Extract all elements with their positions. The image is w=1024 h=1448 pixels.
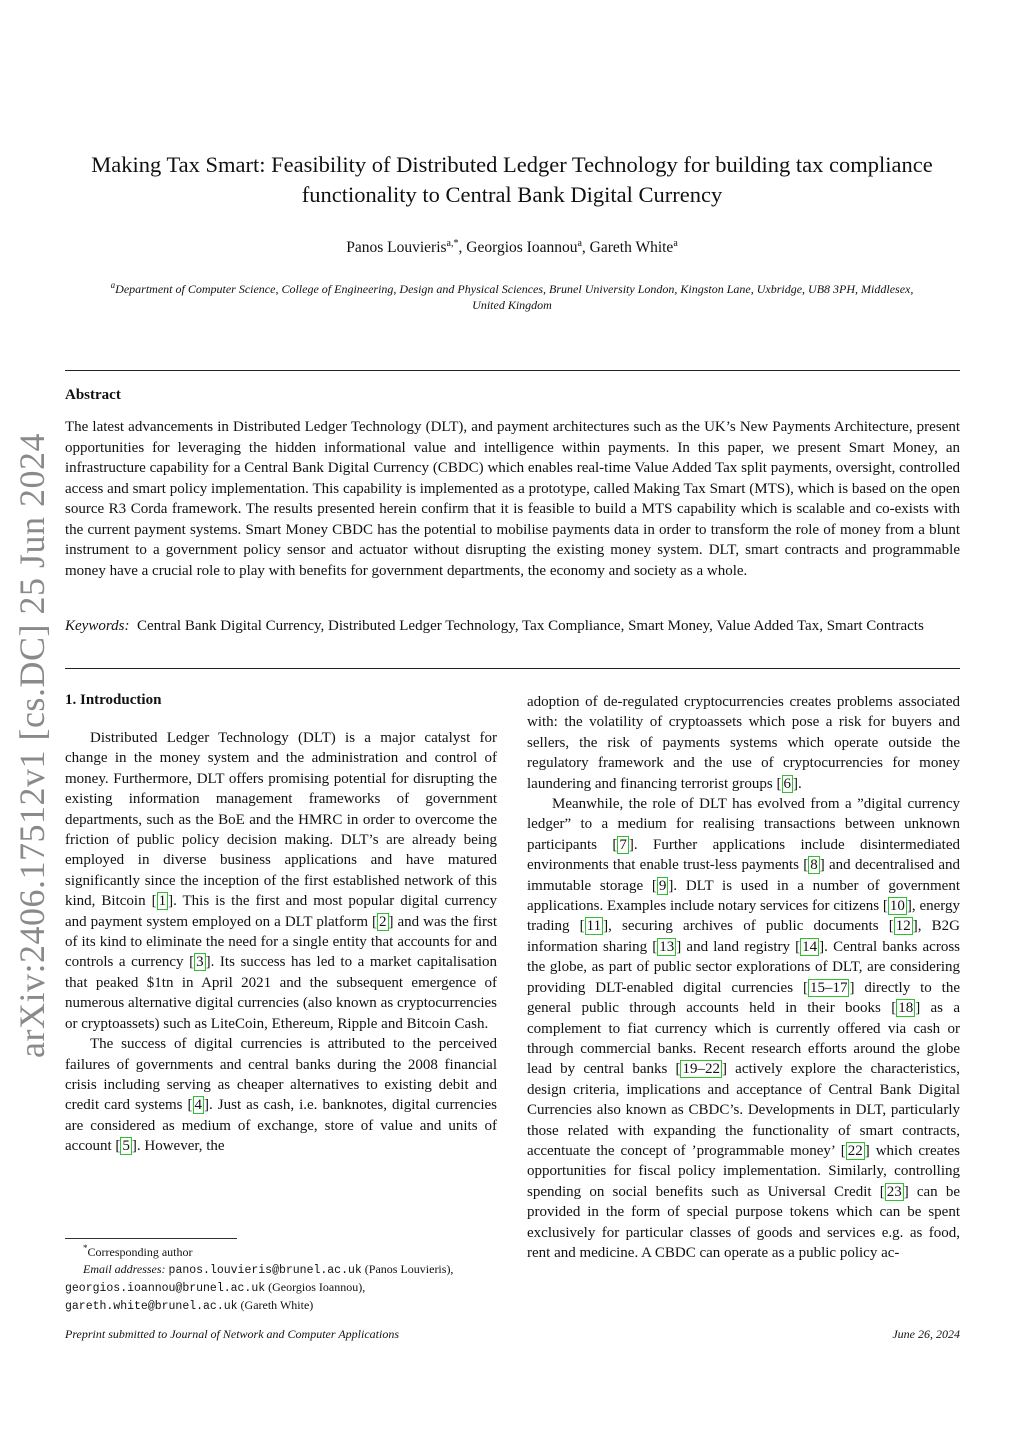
body-text: directly to the general public through accounts held in their books: [527, 979, 960, 1017]
top-rule: [65, 370, 960, 371]
body-text: . DLT is used in a number of government applications. Examples include notary services for citizens: [527, 877, 961, 915]
body-text: adoption of de-regulated cryptocurrencies creates problems associated with: the volatility of cryptoassets which pose a risk for buyers and sellers, the risk of payments systems which operate outside the regulatory framework and the use of cryptocurrencies for money laundering and financing terrorist groups: [527, 694, 960, 792]
citation-link[interactable]: 8: [810, 857, 818, 874]
body-text: . Central banks across the globe, as part of public sector explorations of DLT, are considering providing DLT-enabled digital currencies: [527, 938, 960, 996]
body-text: and decentralised and immutable storage: [527, 857, 960, 894]
footnote-corresponding: [65, 1240, 505, 1261]
keywords: [65, 616, 960, 637]
author-list: Panos Louvieris$^{a,*}$, Georgios Ioannou$^a$, Gareth White$^a$: [346, 238, 678, 257]
body-text: . This is the first and most popular digital currency and payment system employed on a DLT platform: [65, 893, 497, 930]
footer-journal: Preprint submitted to Journal of Network and Computer Applications: [65, 1327, 399, 1341]
citation-link[interactable]: 6: [783, 775, 792, 792]
email-owner: (Georgios Ioannou),: [268, 1280, 366, 1294]
footnote-emails: [65, 1279, 505, 1297]
body-text: Distributed Ledger Technology (DLT) is a major catalyst for change in the money system and the administration and control of money. Furthermore, DLT offers promising potential for disrupting the existing information management frameworks of government departments, such as the BoE and the HMRC in order to overcome the friction of public policy decision making. DLT’s are already being employed in diverse business applications and have matured significantly since the inception of the first established network of this kind, Bitcoin: [65, 730, 497, 910]
body-text: . However, the: [136, 1138, 225, 1155]
body-text: , energy trading: [527, 898, 960, 935]
left-column: [65, 728, 497, 1157]
author-name: Gareth White: [589, 239, 674, 257]
citation-link[interactable]: 2: [379, 913, 387, 930]
citation-link[interactable]: 9: [658, 877, 667, 894]
body-text: , B2G information sharing: [527, 918, 960, 955]
body-text: can be provided in the form of special purpose tokens which can be spent exclusively for particular classes of goods and services e.g. as food, rent and medicine. A CBDC can operate as a public policy ac-: [527, 1183, 960, 1261]
body-text: actively explore the characteristics, design criteria, implications and acceptance of Central Bank Digital Currencies also known as CBDC’s. Developments in DLT, particularly those related with expanding the functionality of smart contracts, accentuate the concept of ’programmable money’: [527, 1061, 960, 1159]
email-owner: (Panos Louvieris),: [364, 1262, 454, 1276]
citation-link[interactable]: 13: [659, 938, 675, 955]
section-heading-introduction: 1. Introduction: [65, 692, 162, 708]
paragraph: The success of digital currencies is attributed to the perceived failures of governments and central banks during the 2008 financial crisis including serving as cheaper alternatives to existing debit and credit card systems [ 4 ]. Just as cash, i.e. banknotes, digital currencies are considered as medium of exchange, store of value and units of account [ 5 ]. However, the: [65, 1036, 498, 1155]
author-superscript: a: [673, 238, 678, 249]
body-text: . Its success has led to a market capitalisation that peaked $1tn in April 2021 and the subsequent emergence of numerous alternative digital currencies (also known as cryptocurrencies or cryptoassets) such as LiteCoin, Ethereum, Ripple and Bitcoin Cash.: [65, 954, 498, 1032]
paragraph: Meanwhile, the role of DLT has evolved from a ”digital currency ledger” to a medium for realising transactions between unknown participants [ 7 ]. Further applications include disintermediated environments that enable trust-less payments [ 8 ] and decentralised and immutable storage [ 9 ]. DLT is used in a number of government applications. Examples include notary services for citizens [ 10 ], energy trading [ 11 ], securing archives of public documents [ 12 ], B2G information sharing [ 13 ] and land registry [ 14 ]. Central banks across the globe, as part of public sector explorations of DLT, are considering providing DLT-enabled digital currencies [ 15–17 ] directly to the general public through accounts held in their books [ 18 ] as a complement to fiat currency which is currently offered via cash or through commercial banks. Recent research efforts around the globe lead by central banks [ 19–22 ] actively explore the characteristics, design criteria, implications and acceptance of Central Bank Digital Currencies also known as CBDC’s. Developments in DLT, particularly those related with expanding the functionality of smart contracts, accentuate the concept of ’programmable money’ [ 22 ] which creates opportunities for fiscal policy implementation. Similarly, controlling spending on social benefits such as Universal Credit [ 23 ] can be provided in the form of special purpose tokens which can be spent exclusively for particular classes of goods and services e.g. as food, rent and medicine. A CBDC can operate as a public policy ac-: [527, 796, 961, 1261]
email-label: Email addresses:: [83, 1262, 166, 1276]
email-link[interactable]: georgios.ioannou@brunel.ac.uk: [65, 1282, 266, 1295]
keywords-text: Central Bank Digital Currency, Distributed Ledger Technology, Tax Compliance, Smart Money, Value Added Tax, Smart Contracts: [136, 618, 924, 634]
right-column: [527, 692, 960, 1263]
affiliation-superscript: a: [110, 280, 116, 290]
footnote: [65, 1240, 505, 1315]
affiliation: [96, 277, 928, 313]
body-text: and was the first of its kind to eliminate the need for a single entity that accounts for and controls a currency: [65, 913, 497, 971]
body-text: . Further applications include disintermediated environments that enable trust-less payments: [527, 836, 960, 874]
author-superscript: a: [577, 238, 582, 249]
citation-link[interactable]: 23: [886, 1183, 902, 1200]
arxiv-identifier-stamp: arXiv:2406.17512v1 [cs.DC] 25 Jun 2024: [12, 433, 52, 1058]
author-name: Georgios Ioannou: [466, 239, 578, 257]
author-superscript: a,*: [446, 238, 459, 249]
bottom-rule: [65, 668, 960, 669]
body-text: .: [798, 775, 802, 792]
body-text: . Just as cash, i.e. banknotes, digital currencies are considered as medium of exchange, store of value and units of account: [65, 1097, 498, 1155]
citation-link[interactable]: 22: [847, 1142, 863, 1159]
footnote-emails: [65, 1261, 505, 1279]
citation-link[interactable]: 10: [889, 898, 905, 915]
citation-link[interactable]: 1: [158, 893, 167, 910]
citation-link[interactable]: 4: [194, 1097, 203, 1114]
citation-link[interactable]: 11: [586, 918, 602, 935]
citation-link[interactable]: 5: [122, 1138, 130, 1155]
footnote-emails: [65, 1297, 505, 1315]
body-text: which creates opportunities for fiscal policy implementation. Similarly, controlling spending on social benefits such as Universal Credit: [527, 1142, 960, 1200]
citation-link[interactable]: 14: [802, 938, 818, 955]
citation-link[interactable]: 18: [898, 1000, 914, 1017]
keywords-label: Keywords:: [65, 618, 130, 634]
email-link[interactable]: panos.louvieris@brunel.ac.uk: [168, 1264, 362, 1277]
body-text: The success of digital currencies is attributed to the perceived failures of governments and central banks during the 2008 financial crisis including serving as cheaper alternatives to existing debit and credit card systems: [65, 1036, 497, 1114]
email-link[interactable]: gareth.white@brunel.ac.uk: [65, 1300, 238, 1313]
footnote-rule: [65, 1238, 237, 1239]
paragraph: Distributed Ledger Technology (DLT) is a major catalyst for change in the money system and the administration and control of money. Furthermore, DLT offers promising potential for disrupting the existing information management frameworks of government departments, such as the BoE and the HMRC in order to overcome the friction of public policy decision making. DLT’s are already being employed in diverse business applications and have matured significantly since the inception of the first established network of this kind, Bitcoin [ 1 ]. This is the first and most popular digital currency and payment system employed on a DLT platform [ 2 ] and was the first of its kind to eliminate the need for a single entity that accounts for and controls a currency [ 3 ]. Its success has led to a market capitalisation that peaked $1tn in April 2021 and the subsequent emergence of numerous alternative digital currencies (also known as cryptocurrencies or cryptoassets) such as LiteCoin, Ethereum, Ripple and Bitcoin Cash.: [65, 730, 498, 1032]
citation-link[interactable]: 3: [196, 954, 204, 971]
affiliation-text: Department of Computer Science, College of Engineering, Design and Physical Sciences, Brunel University London, Kingston Lane, Uxbridge, UB8 3PH, Middlesex, United Kingdom: [115, 282, 914, 312]
paragraph: adoption of de-regulated cryptocurrencies creates problems associated with: the volatility of cryptoassets which pose a risk for buyers and sellers, the risk of payments systems which operate outside the regulatory framework and the use of cryptocurrencies for money laundering and financing terrorist groups [ 6 ].: [527, 694, 960, 792]
footer-date: June 26, 2024: [892, 1327, 960, 1341]
author-name: Panos Louvieris: [346, 239, 447, 257]
citation-link[interactable]: 12: [895, 918, 911, 935]
citation-link[interactable]: 19–22: [682, 1061, 720, 1078]
citation-link[interactable]: 15–17: [809, 979, 848, 996]
abstract-heading: Abstract: [65, 387, 121, 403]
citation-link[interactable]: 7: [619, 836, 627, 853]
body-text: as a complement to fiat currency which is currently offered via cash or through commercial banks. Recent research efforts around the globe lead by central banks: [527, 1000, 960, 1078]
email-owner: (Gareth White): [240, 1298, 314, 1312]
paper-title: Making Tax Smart: Feasibility of Distributed Ledger Technology for building tax compliance functionality to Central Bank Digital Currency: [91, 152, 933, 207]
abstract-text: The latest advancements in Distributed Ledger Technology (DLT), and payment architectures such as the UK’s New Payments Architecture, present opportunities for leveraging the hidden informational value and intelligence within payments. In this paper, we present Smart Money, an infrastructure capability for a Central Bank Digital Currency (CBDC) which enables real-time Value Added Tax split payments, oversight, controlled access and smart policy implementation. This capability is implemented as a prototype, called Making Tax Smart (MTS), which is based on the open source R3 Corda framework. The results presented herein confirm that it is feasible to build a MTS capability which is scalable and co-exists with the current payment systems. Smart Money CBDC has the potential to mobilise payments data in order to transform the role of money from a blunt instrument to a government policy sensor and actuator without disrupting the existing money system. DLT, smart contracts and programmable money have a crucial role to play with benefits for government departments, the economy and society as a whole.: [65, 419, 960, 579]
body-text: and land registry: [681, 938, 796, 955]
footnote-mark: *: [83, 1243, 88, 1253]
body-text: , securing archives of public documents: [608, 918, 889, 935]
footnote-text: Corresponding author: [87, 1245, 193, 1259]
body-text: Meanwhile, the role of DLT has evolved from a ”digital currency ledger” to a medium for realising transactions between unknown participants: [527, 796, 960, 853]
